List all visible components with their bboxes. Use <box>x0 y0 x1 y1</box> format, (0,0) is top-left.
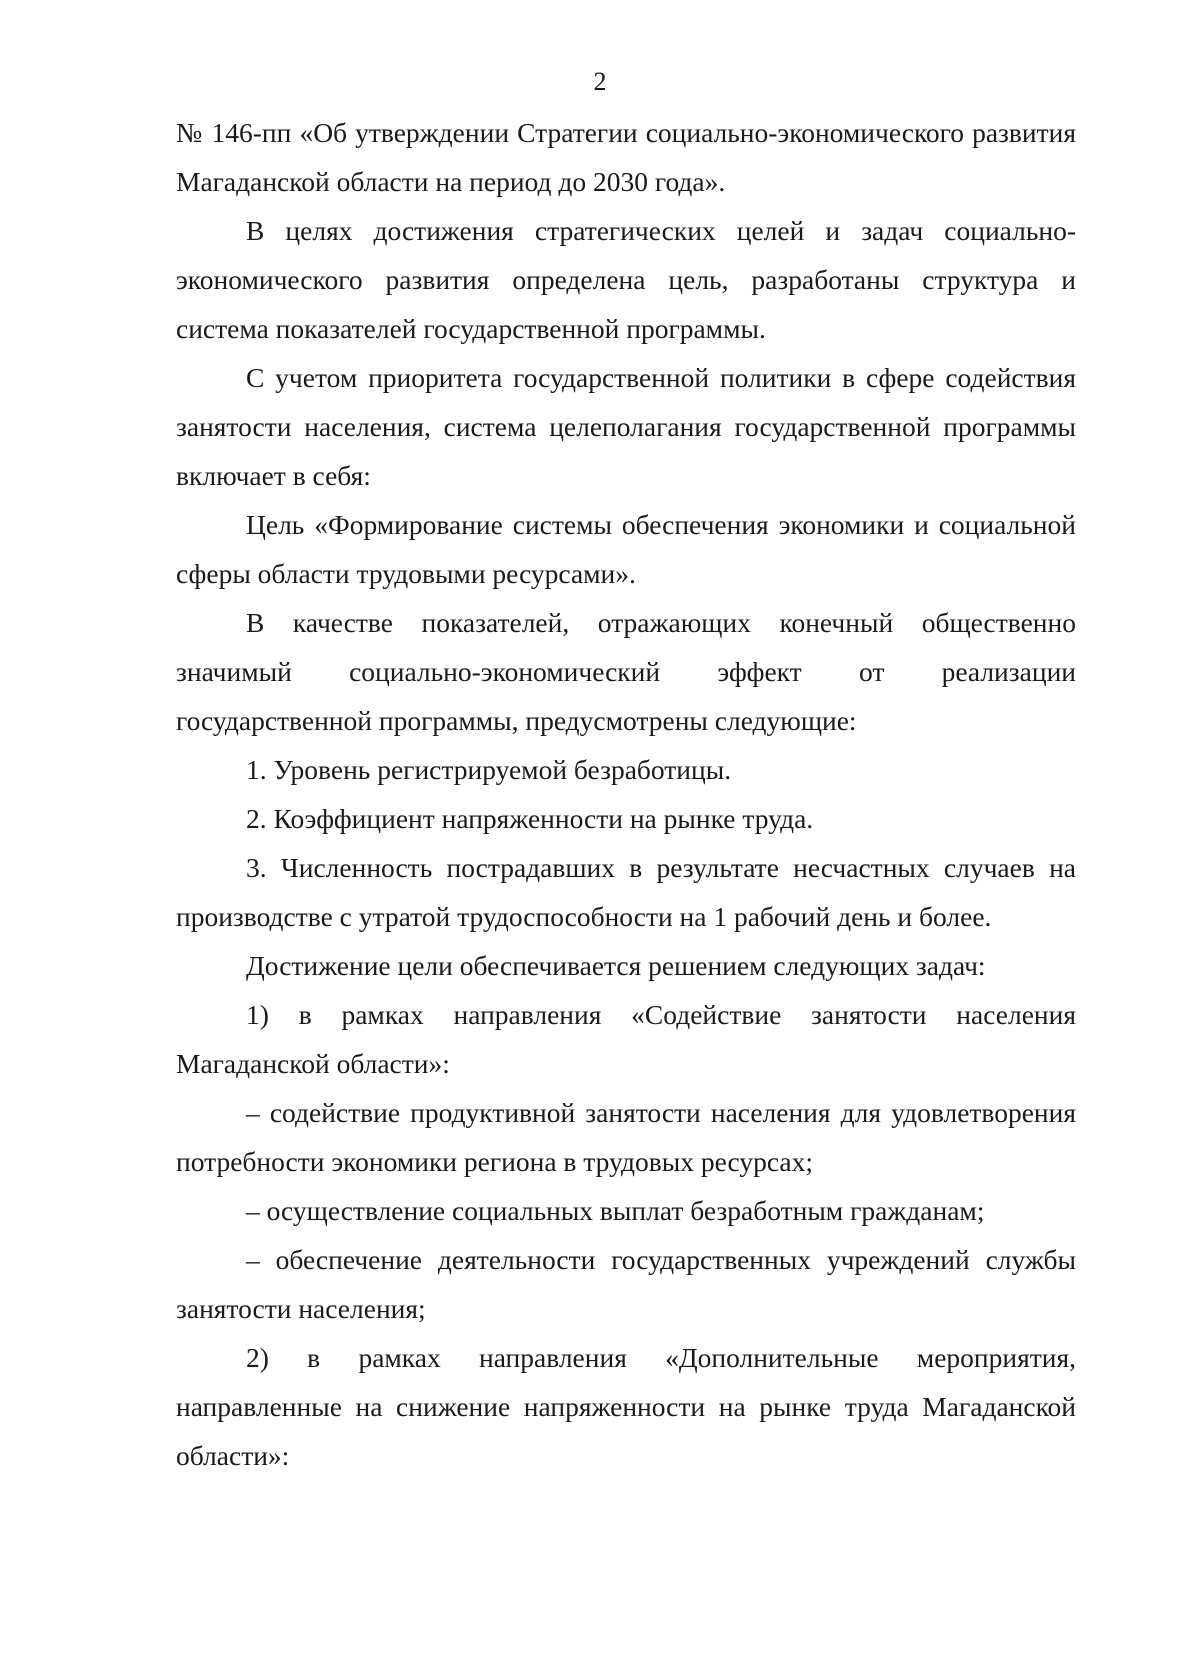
list-item-indicator-1: 1. Уровень регистрируемой безработицы. <box>246 754 732 785</box>
paragraph-goal-system: С учетом приоритета государственной политики в сфере содействия занятости населения, система целеполагания государственной программы включает в себя: <box>176 362 1076 491</box>
paragraph-indicators-intro: В качестве показателей, отражающих конечный общественно значимый социально-экономический эффект от реализации государственной программы, предусмотрены следующие: <box>176 607 1076 736</box>
list-item-direction-2: 2) в рамках направления «Дополнительные мероприятия, направленные на снижение напряженности на рынке труда Магаданской области»: <box>176 1342 1076 1471</box>
list-item-indicator-3: 3. Численность пострадавших в результате несчастных случаев на производстве с утратой трудоспособности на 1 рабочий день и более. <box>176 852 1076 932</box>
list-item-task-institutions: – обеспечение деятельности государственных учреждений службы занятости населения; <box>176 1244 1076 1324</box>
paragraph-goals-intro: В целях достижения стратегических целей и задач социально-экономического развития определена цель, разработаны структура и система показателей государственной программы. <box>176 215 1076 344</box>
paragraph-tasks-intro: Достижение цели обеспечивается решением следующих задач: <box>246 950 986 981</box>
page-number: 2 <box>593 67 607 96</box>
list-item-task-employment: – содействие продуктивной занятости населения для удовлетворения потребности экономики региона в трудовых ресурсах; <box>176 1097 1076 1177</box>
paragraph-goal: Цель «Формирование системы обеспечения экономики и социальной сферы области трудовыми ресурсами». <box>176 509 1076 589</box>
list-item-task-payments: – осуществление социальных выплат безработным гражданам; <box>246 1195 985 1226</box>
paragraph-strategy-reference: № 146-пп «Об утверждении Стратегии социально-экономического развития Магаданской области на период до 2030 года». <box>176 117 1076 197</box>
list-item-direction-1: 1) в рамках направления «Содействие занятости населения Магаданской области»: <box>176 999 1076 1079</box>
document-body <box>176 108 1076 1480</box>
list-item-indicator-2: 2. Коэффициент напряженности на рынке труда. <box>246 803 814 834</box>
